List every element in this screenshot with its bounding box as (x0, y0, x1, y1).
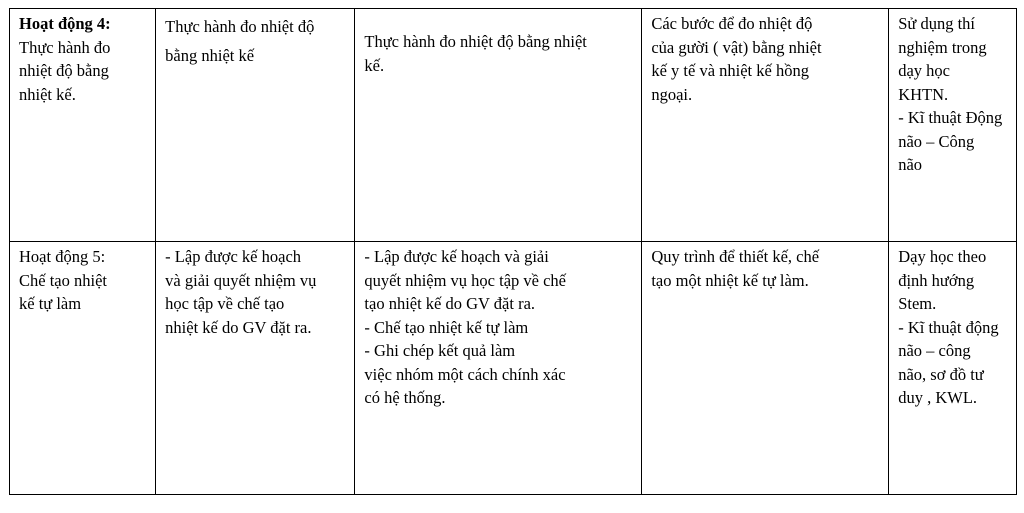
content-line: - Lập được kế hoạch và giải (364, 247, 549, 266)
product-cell (642, 242, 889, 495)
method-line: Stem. (898, 294, 937, 313)
product-line: ngoại. (651, 84, 693, 104)
activity-title: Hoạt động 4: (19, 14, 111, 33)
requirement-line: và giải quyết nhiệm vụ (165, 270, 317, 290)
table-row (10, 242, 1017, 495)
activity-cell (10, 242, 156, 495)
activity-line: kế tự làm (19, 294, 82, 313)
content-cell (355, 242, 642, 495)
requirement-line: nhiệt kế do GV đặt ra. (165, 317, 312, 337)
method-cell (889, 9, 1017, 242)
product-line: của gười ( vật) bằng nhiệt (651, 37, 822, 57)
content-line: Thực hành đo nhiệt độ bằng nhiệt (364, 32, 587, 51)
content-line: việc nhóm một cách chính xác (364, 364, 566, 384)
method-line: Sử dụng thí (898, 14, 976, 33)
content-line: có hệ thống. (364, 388, 446, 407)
method-line: - Kĩ thuật Động (898, 108, 1003, 127)
activity-line: Hoạt động 5: (19, 247, 106, 266)
requirement-cell (156, 242, 355, 495)
method-line: não – Công (898, 131, 975, 151)
method-cell (889, 242, 1017, 495)
product-line: tạo một nhiệt kế tự làm. (651, 270, 809, 290)
requirement-line: học tập về chế tạo (165, 294, 285, 313)
method-line: duy , KWL. (898, 388, 978, 407)
requirement-line: - Lập được kế hoạch (165, 247, 302, 266)
requirement-line: bằng nhiệt kế (165, 46, 255, 65)
content-line: - Ghi chép kết quả làm (364, 341, 516, 360)
requirement-line: Thực hành đo nhiệt độ (165, 17, 315, 36)
table-row (10, 9, 1017, 242)
content-line: - Chế tạo nhiệt kế tự làm (364, 317, 529, 337)
cell-spacer (364, 12, 635, 30)
method-line: Dạy học theo (898, 247, 987, 266)
method-line: não (898, 155, 923, 174)
product-cell (642, 9, 889, 242)
product-line: kế y tế và nhiệt kế hồng (651, 61, 809, 80)
method-line: định hướng (898, 270, 975, 290)
activity-line: Chế tạo nhiệt (19, 270, 107, 290)
method-line: não – công (898, 341, 971, 360)
content-line: kế. (364, 55, 385, 75)
content-cell (355, 9, 642, 242)
requirement-cell (156, 9, 355, 242)
content-line: tạo nhiệt kế do GV đặt ra. (364, 294, 536, 313)
activity-line: nhiệt kế. (19, 84, 76, 104)
product-line: Các bước để đo nhiệt độ (651, 14, 813, 33)
activity-line: Thực hành đo (19, 37, 111, 57)
content-line: quyết nhiệm vụ học tập về chế (364, 270, 567, 290)
activity-line: nhiệt độ bằng (19, 61, 109, 80)
method-line: nghiệm trong (898, 37, 987, 57)
lesson-plan-table (9, 8, 1017, 495)
method-line: dạy học (898, 61, 950, 80)
method-line: não, sơ đồ tư (898, 364, 984, 384)
activity-cell (10, 9, 156, 242)
method-line: KHTN. (898, 84, 949, 104)
product-line: Quy trình để thiết kế, chế (651, 247, 820, 266)
method-line: - Kĩ thuật động (898, 317, 999, 337)
